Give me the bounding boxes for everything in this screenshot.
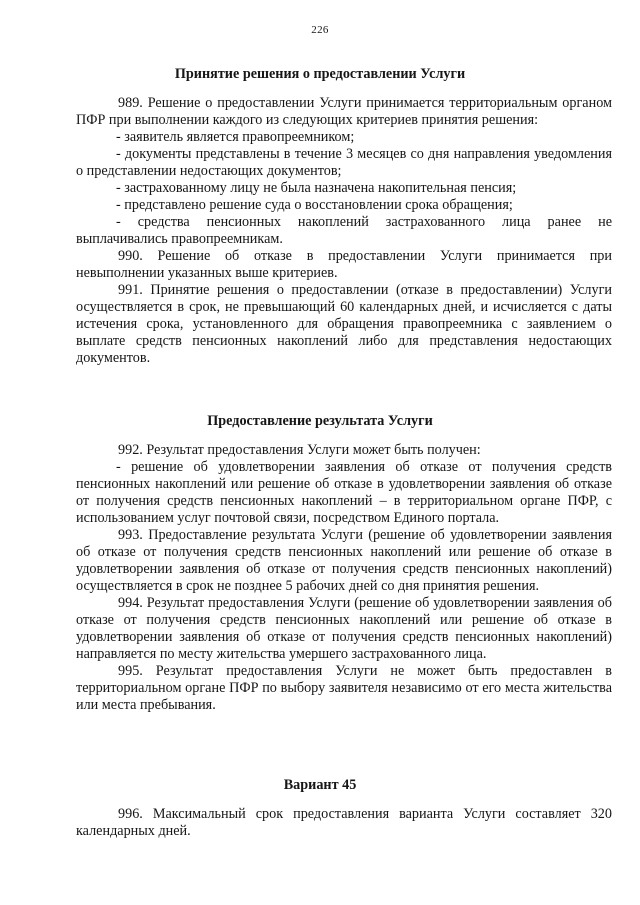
paragraph-989: 989. Решение о предоставлении Услуги принимается территориальным органом ПФР при выполнении каждого из следующих критериев принятия решения:: [76, 95, 612, 128]
list-item-successor: - заявитель является правопреемником;: [116, 129, 355, 145]
section-heading-decision: Принятие решения о предоставлении Услуги: [174, 66, 466, 82]
paragraph-992: 992. Результат предоставления Услуги может быть получен:: [118, 442, 481, 458]
section-body-variant: [76, 806, 612, 840]
paragraph-995: 995. Результат предоставления Услуги не может быть предоставлен в территориальном органе ПФР по выбору заявителя независимо от его места жительства или места пребывания.: [76, 663, 612, 713]
list-item-documents: - документы представлены в течение 3 месяцев со дня направления уведомления о представлении недостающих документов;: [76, 146, 612, 179]
section-heading-result: Предоставление результата Услуги: [207, 413, 433, 429]
list-item-court: - представлено решение суда о восстановлении срока обращения;: [116, 197, 513, 213]
paragraph-994: 994. Результат предоставления Услуги (решение об удовлетворении заявления об отказе от получения средств пенсионных накоплений или решение об отказе в удовлетворении заявления об отказе от получения средств пенсионных накоплений) направляется по месту жительства умершего застрахованного лица.: [76, 595, 612, 662]
list-item-funds: - средства пенсионных накоплений застрахованного лица ранее не выплачивались правопреемникам.: [76, 214, 612, 247]
page-number: 226: [311, 24, 329, 36]
list-item-decision: - решение об удовлетворении заявления об отказе от получения средств пенсионных накоплений или решение об отказе в удовлетворении заявления об отказе от получения средств пенсионных накоплений – в территориальном органе ПФР, с использованием услуг почтовой связи, посредством Единого портала.: [76, 459, 612, 526]
paragraph-993: 993. Предоставление результата Услуги (решение об удовлетворении заявления об отказе от получения средств пенсионных накоплений или решение об отказе в удовлетворении заявления об отказе от получения средств пенсионных накоплений) осуществляется в срок не позднее 5 рабочих дней со дня принятия решения.: [76, 527, 612, 594]
section-heading-variant: Вариант 45: [283, 777, 357, 793]
section-body-decision: [76, 95, 612, 367]
section-body-result: [76, 442, 612, 714]
paragraph-991: 991. Принятие решения о предоставлении (отказе в предоставлении) Услуги осуществляется в срок, не превышающий 60 календарных дней, и исчисляется с даты истечения срока, установленного для обращения правопреемника с заявлением о выплате средств пенсионных накоплений либо для представления недостающих документов.: [76, 282, 612, 366]
paragraph-990: 990. Решение об отказе в предоставлении Услуги принимается при невыполнении указанных выше критериев.: [76, 248, 612, 281]
paragraph-996: 996. Максимальный срок предоставления варианта Услуги составляет 320 календарных дней.: [76, 806, 612, 839]
list-item-no-pension: - застрахованному лицу не была назначена накопительная пенсия;: [116, 180, 517, 196]
